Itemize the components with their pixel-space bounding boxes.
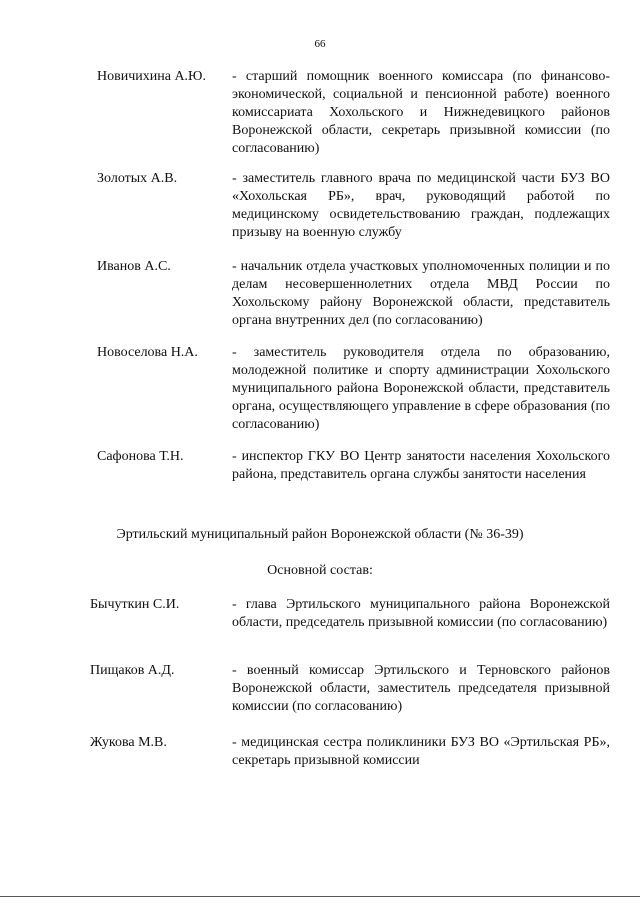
page-number: 66 [314,38,326,50]
member-role: - старший помощник военного комиссара (по финансово-экономической, социальной и пенсионной работе) военного комиссариата Хохольского и Нижнедевицкого районов Воронежской области, секретарь призывной комиссии (по согласованию) [232,69,610,156]
member-name: Иванов А.С. [97,259,171,274]
composition-heading: Основной состав: [267,563,373,578]
member-name: Золотых А.В. [97,171,178,186]
member-role: - медицинская сестра поликлиники БУЗ ВО «Эртильская РБ», секретарь призывной комиссии [232,735,610,768]
member-name: Жукова М.В. [90,735,167,750]
member-name: Пищаков А.Д. [90,663,175,678]
member-role: - военный комиссар Эртильского и Терновского районов Воронежской области, заместитель председателя призывной комиссии (по согласованию) [232,663,610,714]
member-role: - заместитель руководителя отдела по образованию, молодежной политике и спорту администрации Хохольского муниципального района Воронежской области, представитель органа, осуществляющего управление в сфере образования (по согласованию) [232,345,610,432]
member-role: - начальник отдела участковых уполномоченных полиции и по делам несовершеннолетних отдела МВД России по Хохольскому району Воронежской области, представитель органа внутренних дел (по согласованию) [232,259,610,328]
member-role: - глава Эртильского муниципального района Воронежской области, председатель призывной комиссии (по согласованию) [232,597,610,630]
district-heading: Эртильский муниципальный район Воронежской области (№ 36-39) [116,527,524,542]
member-name: Бычуткин С.И. [90,597,180,612]
member-role: - инспектор ГКУ ВО Центр занятости населения Хохольского района, представитель органа службы занятости населения [232,449,610,482]
bottom-rule [0,896,640,897]
member-role: - заместитель главного врача по медицинской части БУЗ ВО «Хохольская РБ», врач, руководящий работой по медицинскому освидетельствованию граждан, подлежащих призыву на военную службу [232,171,610,240]
member-name: Новоселова Н.А. [97,345,198,360]
member-name: Новичихина А.Ю. [97,69,206,84]
member-name: Сафонова Т.Н. [97,449,184,464]
